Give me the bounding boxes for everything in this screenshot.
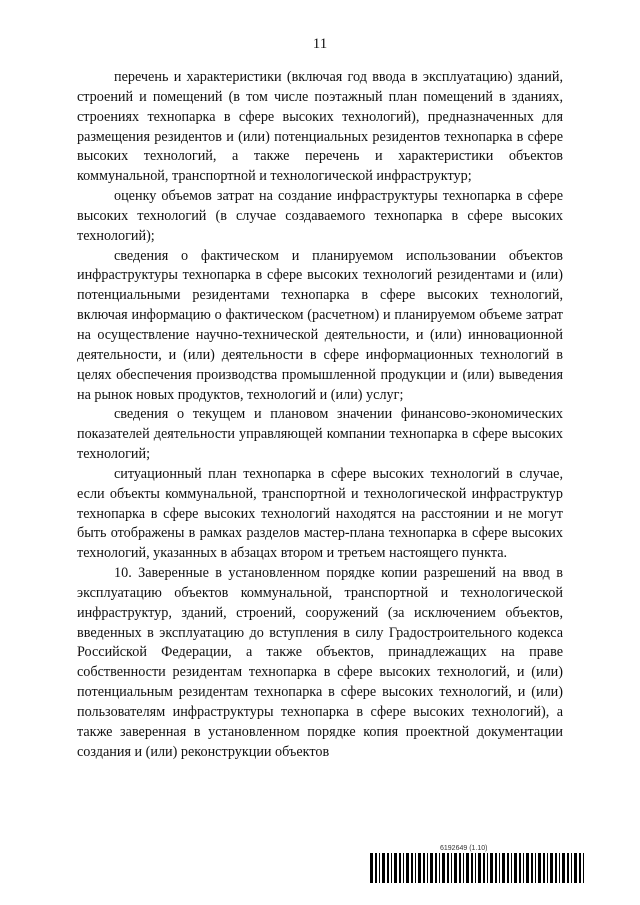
paragraph: ситуационный план технопарка в сфере высоких технологий в случае, если объекты коммунальной, транспортной и технологической инфраструктур технопарка в сфере высоких технологий находятся на расстоянии и не могут быть отображены в рамках разделов мастер-плана технопарка в сфере высоких технологий, указанных в абзацах втором и третьем настоящего пункта. <box>77 465 563 562</box>
document-body <box>77 68 563 763</box>
paragraph: сведения о текущем и плановом значении финансово-экономических показателей деятельности управляющей компании технопарка в сфере высоких технологий; <box>77 406 563 463</box>
paragraph: оценку объемов затрат на создание инфраструктуры технопарка в сфере высоких технологий (в случае создаваемого технопарка в сфере высоких технологий); <box>77 188 563 244</box>
paragraph: перечень и характеристики (включая год ввода в эксплуатацию) зданий, строений и помещений (в том числе поэтажный план помещений в зданиях, строениях технопарка в сфере высоких технологий), предназначенных для размещения резидентов и (или) потенциальных резидентов технопарка в сфере высоких технологий, а также перечень и характеристики объектов коммунальной, транспортной и технологической инфраструктур; <box>77 69 563 185</box>
paragraph: 10. Заверенные в установленном порядке копии разрешений на ввод в эксплуатацию объектов коммунальной, транспортной и технологической инфраструктур, зданий, строений, сооружений (за исключением объектов, введенных в эксплуатацию до вступления в силу Градостроительного кодекса Российской Федерации, а также объектов, принадлежащих на праве собственности резидентам технопарка в сфере высоких технологий, и (или) потенциальным резидентам технопарка в сфере высоких технологий, и (или) пользователям инфраструктуры технопарка в сфере высоких технологий), а также заверенная в установленном порядке копия проектной документации создания и (или) реконструкции объектов <box>77 565 563 760</box>
paragraph: сведения о фактическом и планируемом использовании объектов инфраструктуры технопарка в сфере высоких технологий резидентами и (или) потенциальными резидентами технопарка в сфере высоких технологий, включая информацию о фактическом (расчетном) и планируемом объеме затрат на осуществление научно-технической деятельности, и (или) инновационной деятельности, и (или) деятельности в сфере информационных технологий в целях обеспечения производства промышленной продукции и (или) выведения на рынок новых продуктов, технологий и (или) услуг; <box>77 247 563 403</box>
barcode-image <box>370 853 588 883</box>
page-number: 11 <box>312 36 328 52</box>
document-id-label: 6192649 (1.10) <box>440 845 488 852</box>
